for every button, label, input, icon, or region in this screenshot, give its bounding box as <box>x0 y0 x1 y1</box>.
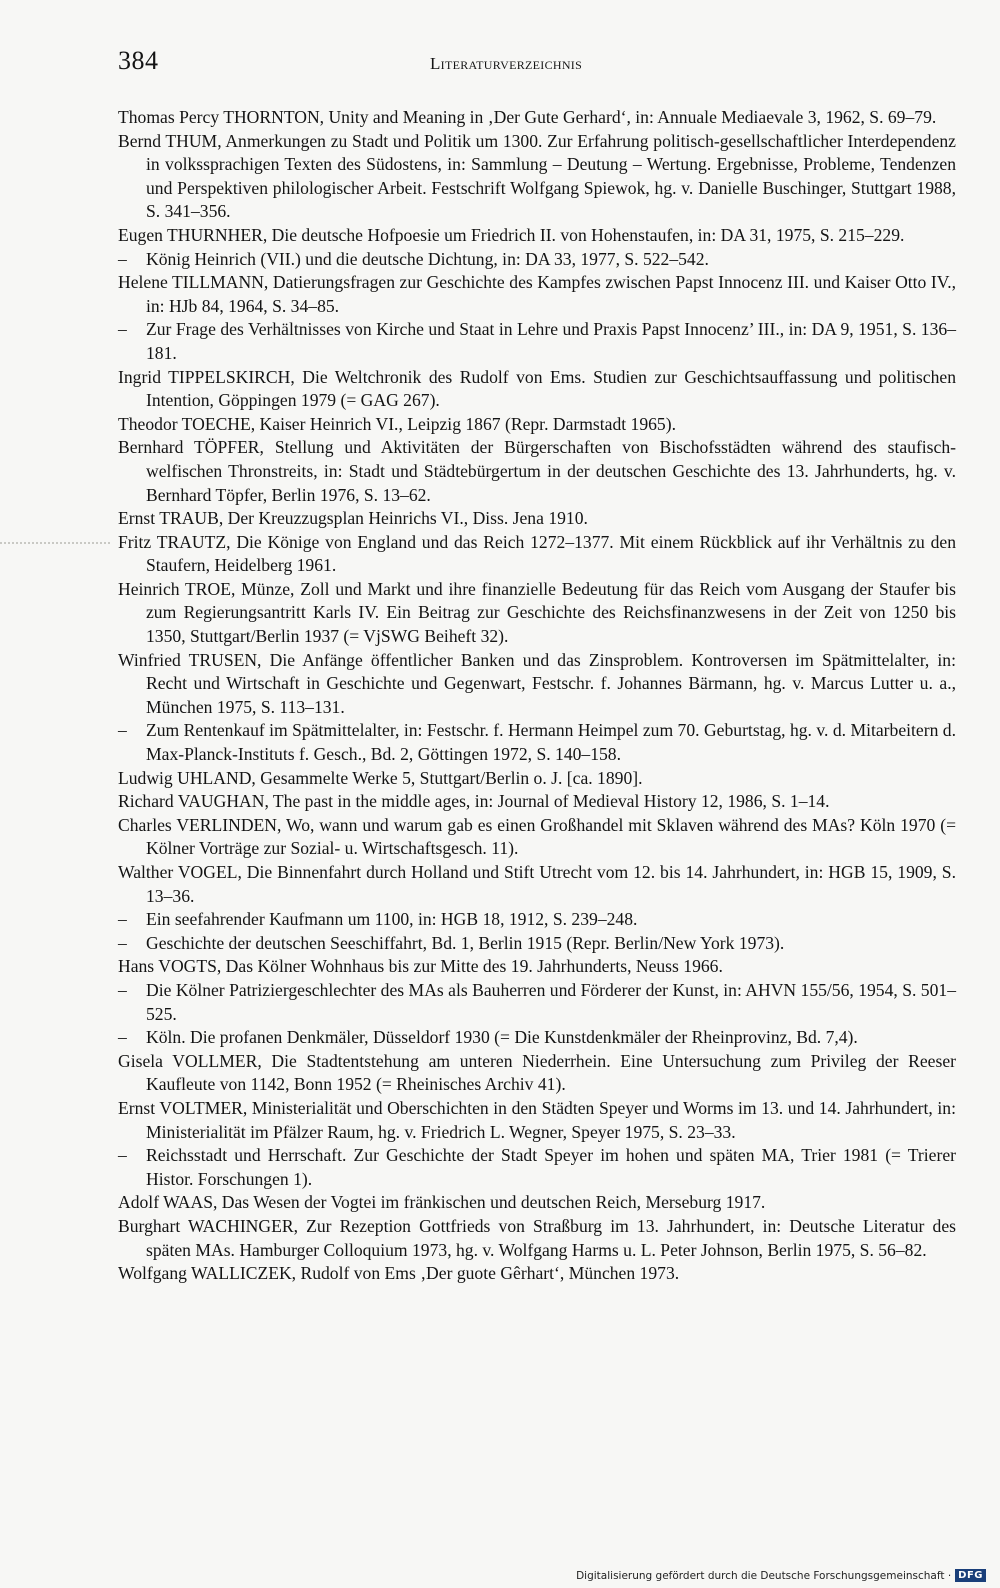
entry-text: Eugen THURNHER, Die deutsche Hofpoesie um Friedrich II. von Hohenstaufen, in: DA 31, 1975, S. 215–229. <box>118 224 905 245</box>
entry-text: Ingrid TIPPELSKIRCH, Die Weltchronik des Rudolf von Ems. Studien zur Geschichtsauffassung und politischen Intention, Göppingen 1979 (= GAG 267). <box>118 366 956 411</box>
bibliography-subentry <box>118 979 956 1026</box>
entry-text: Helene TILLMANN, Datierungsfragen zur Geschichte des Kampfes zwischen Papst Innocenz III. und Kaiser Otto IV., in: HJb 84, 1964, S. 34–85. <box>118 272 956 316</box>
bibliography-list <box>118 106 956 1286</box>
entry-text: Die Kölner Patriziergeschlechter des MAs als Bauherren und Förderer der Kunst, in: AHVN 155/56, 1954, S. 501–525. <box>146 979 956 1024</box>
bibliography-subentry <box>118 318 956 365</box>
entry-text: Thomas Percy THORNTON, Unity and Meaning in ‚Der Gute Gerhard‘, in: Annuale Mediaevale 3, 1962, S. 69–79. <box>118 107 937 127</box>
bibliography-entry <box>118 106 956 130</box>
entry-text: Ernst TRAUB, Der Kreuzzugsplan Heinrichs VI., Diss. Jena 1910. <box>118 508 588 529</box>
entry-text: König Heinrich (VII.) und die deutsche Dichtung, in: DA 33, 1977, S. 522–542. <box>146 248 709 269</box>
entry-text: Reichsstadt und Herrschaft. Zur Geschichte der Stadt Speyer im hohen und späten MA, Trier 1981 (= Trierer Histor. Forschungen 1). <box>146 1145 956 1189</box>
bibliography-subentry <box>118 1144 956 1191</box>
bibliography-entry <box>118 224 956 248</box>
continuation-dash: – <box>118 1027 127 1048</box>
bibliography-entry <box>118 130 956 224</box>
bibliography-entry <box>118 790 956 814</box>
bibliography-subentry <box>118 1026 956 1050</box>
bibliography-entry <box>118 955 956 979</box>
digitization-footer <box>576 1569 986 1582</box>
entry-text: Winfried TRUSEN, Die Anfänge öffentlicher Banken und das Zinsproblem. Kontroversen im Spätmittelalter, in: Recht und Wirtschaft in Geschichte und Gegenwart, Festschr. f. Johannes Bärmann, hg. v. Marcus Lutter u. a., München 1975, S. 113–131. <box>118 649 956 717</box>
bibliography-entry <box>118 767 956 791</box>
bleed-through-dots <box>0 542 110 544</box>
continuation-dash: – <box>118 319 127 340</box>
continuation-dash: – <box>118 248 127 269</box>
running-title: Literaturverzeichnis <box>430 54 583 73</box>
bibliography-entry <box>118 507 956 531</box>
entry-text: Adolf WAAS, Das Wesen der Vogtei im fränkischen und deutschen Reich, Merseburg 1917. <box>118 1192 766 1213</box>
continuation-dash: – <box>118 909 127 930</box>
entry-text: Ernst VOLTMER, Ministerialität und Oberschichten in den Städten Speyer und Worms im 13. und 14. Jahrhundert, in: Ministerialität im Pfälzer Raum, hg. v. Friedrich L. Wegner, Speyer 1975, S. 23–33. <box>118 1097 956 1142</box>
continuation-dash: – <box>118 1145 127 1166</box>
page-number: 384 <box>118 46 159 75</box>
bibliography-entry <box>118 1097 956 1144</box>
bibliography-entry <box>118 271 956 318</box>
bibliography-subentry <box>118 908 956 932</box>
entry-text: Hans VOGTS, Das Kölner Wohnhaus bis zur Mitte des 19. Jahrhunderts, Neuss 1966. <box>118 956 723 977</box>
entry-text: Theodor TOECHE, Kaiser Heinrich VI., Leipzig 1867 (Repr. Darmstadt 1965). <box>118 413 676 434</box>
continuation-dash: – <box>118 720 127 741</box>
bibliography-subentry <box>118 719 956 766</box>
bibliography-subentry <box>118 248 956 272</box>
bibliography-entry <box>118 436 956 507</box>
page-header <box>118 46 956 86</box>
entry-text: Zur Frage des Verhältnisses von Kirche und Staat in Lehre und Praxis Papst Innocenz’ III., in: DA 9, 1951, S. 136–181. <box>146 319 956 363</box>
entry-text: Fritz TRAUTZ, Die Könige von England und das Reich 1272–1377. Mit einem Rückblick auf ihr Verhältnis zu den Staufern, Heidelberg 1961. <box>118 531 956 576</box>
footer-credit: Digitalisierung gefördert durch die Deutsche Forschungsgemeinschaft · <box>576 1569 952 1582</box>
entry-text: Heinrich TROE, Münze, Zoll und Markt und ihre finanzielle Bedeutung für das Reich vom Ausgang der Staufer bis zum Regierungsantritt Karls IV. Ein Beitrag zur Geschichte des Reichsfinanzwesens in der Zeit von 1250 bis 1350, Stuttgart/Berlin 1937 (= VjSWG Beiheft 32). <box>118 578 956 647</box>
bibliography-entry <box>118 578 956 649</box>
bibliography-entry <box>118 531 956 578</box>
entry-text: Zum Rentenkauf im Spätmittelalter, in: Festschr. f. Hermann Heimpel zum 70. Geburtstag, hg. v. d. Mitarbeitern d. Max-Planck-Instituts f. Gesch., Bd. 2, Göttingen 1972, S. 140–158. <box>146 720 956 765</box>
continuation-dash: – <box>118 979 127 1000</box>
bibliography-entry <box>118 649 956 720</box>
entry-text: Geschichte der deutschen Seeschiffahrt, Bd. 1, Berlin 1915 (Repr. Berlin/New York 1973). <box>146 932 785 953</box>
entry-text: Charles VERLINDEN, Wo, wann und warum gab es einen Großhandel mit Sklaven während des MAs? Köln 1970 (= Kölner Vorträge zur Sozial- u. Wirtschaftsgesch. 11). <box>118 814 956 859</box>
entry-text: Bernhard TÖPFER, Stellung und Aktivitäten der Bürgerschaften von Bischofsstädten während des staufisch-welfischen Thronstreits, in: Stadt und Städtebürgertum in der deutschen Geschichte des 13. Jahrhunderts, hg. v. Bernhard Töpfer, Berlin 1976, S. 13–62. <box>118 437 956 505</box>
bibliography-entry <box>118 1262 956 1286</box>
bibliography-entry <box>118 1215 956 1262</box>
entry-text: Ein seefahrender Kaufmann um 1100, in: HGB 18, 1912, S. 239–248. <box>146 909 638 930</box>
bibliography-subentry <box>118 932 956 956</box>
entry-text: Walther VOGEL, Die Binnenfahrt durch Holland und Stift Utrecht vom 12. bis 14. Jahrhundert, in: HGB 15, 1909, S. 13–36. <box>118 862 956 906</box>
bibliography-entry <box>118 366 956 413</box>
entry-text: Gisela VOLLMER, Die Stadtentstehung am unteren Niederrhein. Eine Untersuchung zum Privileg der Reeser Kaufleute von 1142, Bonn 1952 (= Rheinisches Archiv 41). <box>118 1050 956 1095</box>
entry-text: Bernd THUM, Anmerkungen zu Stadt und Politik um 1300. Zur Erfahrung politisch-gesellschaftlicher Interdependenz in volkssprachigen Texten des Südostens, in: Sammlung – Deutung – Wertung. Ergebnisse, Probleme, Tendenzen und Perspektiven philologischer Arbeit. Festschrift Wolfgang Spiewok, hg. v. Danielle Buschinger, Stuttgart 1988, S. 341–356. <box>118 130 956 222</box>
bibliography-entry <box>118 1050 956 1097</box>
bibliography-entry <box>118 1191 956 1215</box>
dfg-logo: DFG <box>955 1569 986 1582</box>
entry-text: Köln. Die profanen Denkmäler, Düsseldorf 1930 (= Die Kunstdenkmäler der Rheinprovinz, Bd. 7,4). <box>146 1027 858 1048</box>
entry-text: Richard VAUGHAN, The past in the middle ages, in: Journal of Medieval History 12, 1986, S. 1–14. <box>118 791 830 812</box>
entry-text: Burghart WACHINGER, Zur Rezeption Gottfrieds von Straßburg im 13. Jahrhundert, in: Deutsche Literatur des späten MAs. Hamburger Colloquium 1973, hg. v. Wolfgang Harms u. L. Peter Johnson, Berlin 1975, S. 56–82. <box>118 1215 956 1260</box>
bibliography-entry <box>118 814 956 861</box>
continuation-dash: – <box>118 932 127 953</box>
entry-text: Ludwig UHLAND, Gesammelte Werke 5, Stuttgart/Berlin o. J. [ca. 1890]. <box>118 767 643 788</box>
entry-text: Wolfgang WALLICZEK, Rudolf von Ems ‚Der guote Gêrhart‘, München 1973. <box>118 1263 680 1284</box>
bibliography-entry <box>118 413 956 437</box>
bibliography-entry <box>118 861 956 908</box>
